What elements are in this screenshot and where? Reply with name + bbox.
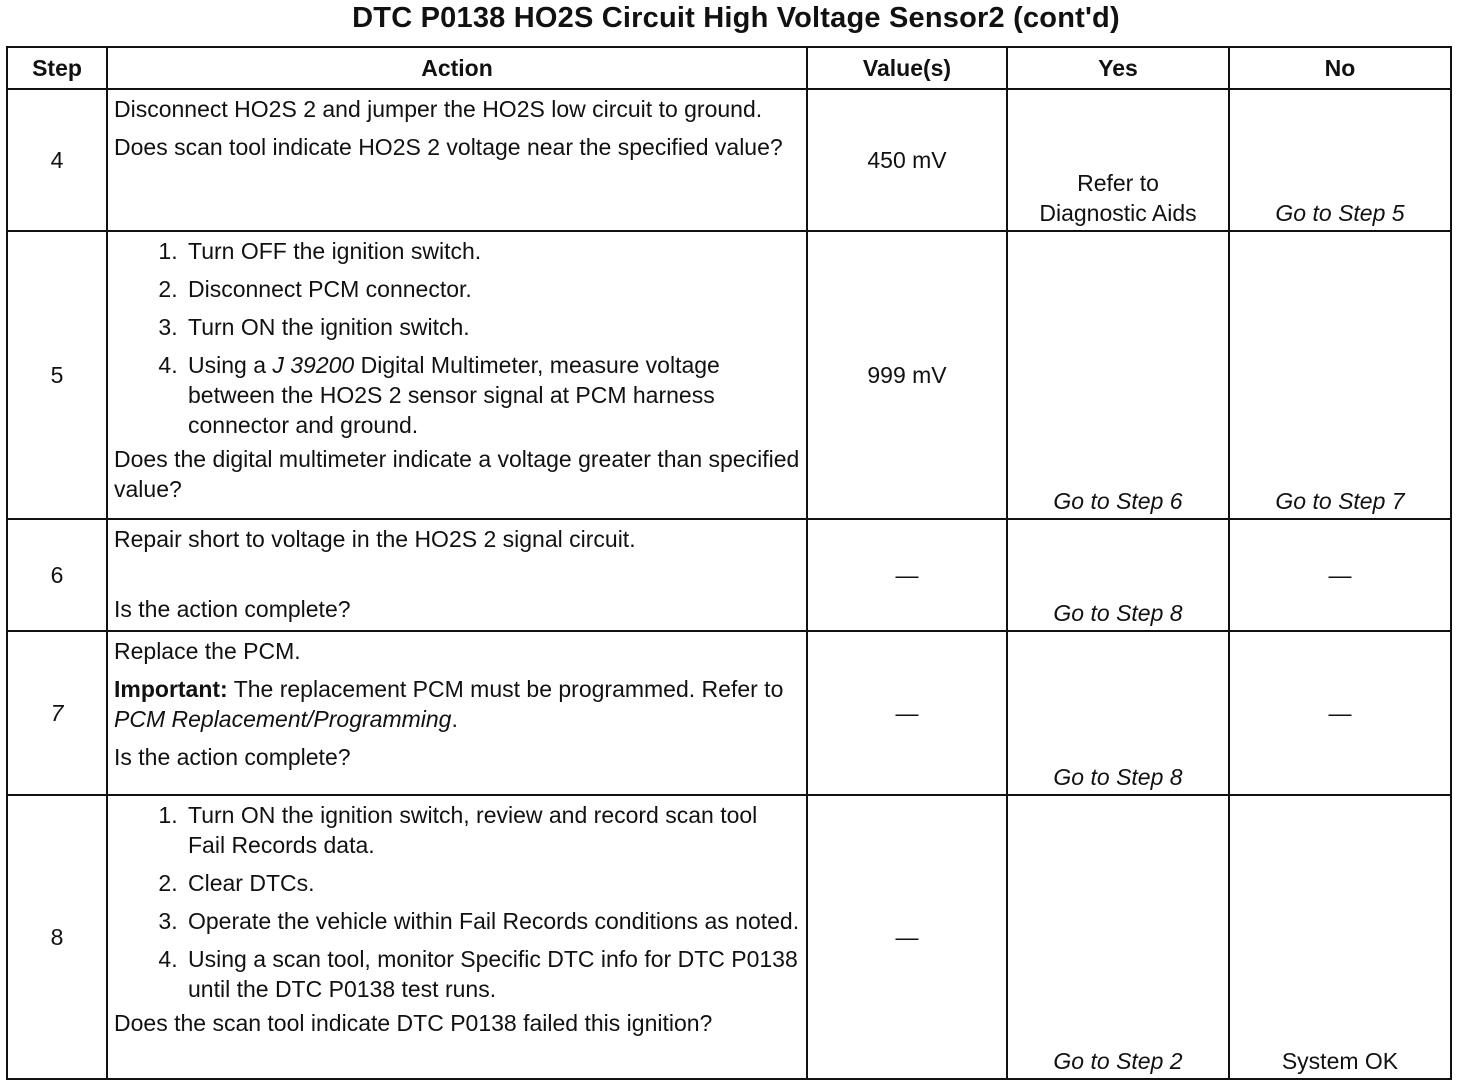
list-item: [184, 350, 800, 440]
value-cell: —: [807, 631, 1007, 795]
action-question: Does the digital multimeter indicate a voltage greater than specified value?: [114, 446, 800, 502]
no-cell: Go to Step 7: [1229, 231, 1451, 519]
action-instruction: Replace the PCM.: [114, 638, 301, 664]
action-cell: [107, 89, 807, 231]
list-item: 2. Disconnect PCM connector.: [184, 274, 800, 304]
yes-cell: Go to Step 8: [1007, 519, 1229, 631]
list-item: 3. Turn ON the ignition switch.: [184, 312, 800, 342]
no-cell: —: [1229, 631, 1451, 795]
item-text: Digital Multimeter, measure voltage between the HO2S 2 sensor signal at PCM harness connector and ground.: [188, 352, 720, 438]
header-step: Step: [7, 47, 107, 89]
value-cell: —: [807, 519, 1007, 631]
yes-text: Refer to Diagnostic Aids: [1039, 170, 1197, 226]
header-yes: Yes: [1007, 47, 1229, 89]
header-values: Value(s): [807, 47, 1007, 89]
list-item: 1. Turn ON the ignition switch, review and record scan tool Fail Records data.: [184, 800, 800, 860]
step-number: 6: [7, 519, 107, 631]
no-cell: —: [1229, 519, 1451, 631]
value-cell: —: [807, 795, 1007, 1079]
item-text: Using a: [188, 352, 273, 378]
list-item: 2. Clear DTCs.: [184, 868, 800, 898]
page-title: DTC P0138 HO2S Circuit High Voltage Sensor2 (cont'd): [352, 2, 1120, 34]
table-row: [7, 795, 1451, 1079]
important-label: Important:: [114, 676, 228, 702]
action-steps-list: [114, 800, 800, 1004]
action-cell: [107, 519, 807, 631]
table-row: [7, 231, 1451, 519]
action-cell: [107, 631, 807, 795]
list-item: 1. Turn OFF the ignition switch.: [184, 236, 800, 266]
list-item: 3. Operate the vehicle within Fail Records conditions as noted.: [184, 906, 800, 936]
action-cell: [107, 795, 807, 1079]
step-number: 5: [7, 231, 107, 519]
no-cell: Go to Step 5: [1229, 89, 1451, 231]
header-row: [7, 47, 1451, 89]
action-question: Is the action complete?: [114, 596, 351, 622]
yes-cell: Go to Step 8: [1007, 631, 1229, 795]
yes-cell: [1007, 89, 1229, 231]
action-question: Is the action complete?: [114, 744, 351, 770]
yes-cell: Go to Step 6: [1007, 231, 1229, 519]
action-instruction: Disconnect HO2S 2 and jumper the HO2S low circuit to ground.: [114, 96, 763, 122]
header-no: No: [1229, 47, 1451, 89]
action-steps-list: [114, 236, 800, 440]
action-instruction: Repair short to voltage in the HO2S 2 signal circuit.: [114, 526, 636, 552]
important-end: .: [451, 706, 458, 732]
step-number: 7: [7, 631, 107, 795]
procedure-reference: PCM Replacement/Programming: [114, 706, 452, 732]
table-row: [7, 89, 1451, 231]
important-note: [114, 674, 800, 734]
diagnostic-table: [6, 46, 1452, 1080]
action-question: Does scan tool indicate HO2S 2 voltage near the specified value?: [114, 134, 783, 160]
table-row: [7, 631, 1451, 795]
no-cell: System OK: [1229, 795, 1451, 1079]
value-cell: 999 mV: [807, 231, 1007, 519]
tool-reference: J 39200: [272, 352, 355, 378]
list-item: 4. Using a scan tool, monitor Specific DTC info for DTC P0138 until the DTC P0138 test runs.: [184, 944, 800, 1004]
value-cell: 450 mV: [807, 89, 1007, 231]
step-number: 4: [7, 89, 107, 231]
yes-cell: Go to Step 2: [1007, 795, 1229, 1079]
step-number: 8: [7, 795, 107, 1079]
action-question: Does the scan tool indicate DTC P0138 failed this ignition?: [114, 1010, 713, 1036]
header-action: Action: [107, 47, 807, 89]
action-cell: [107, 231, 807, 519]
table-row: [7, 519, 1451, 631]
important-text: The replacement PCM must be programmed. Refer to: [227, 676, 784, 702]
